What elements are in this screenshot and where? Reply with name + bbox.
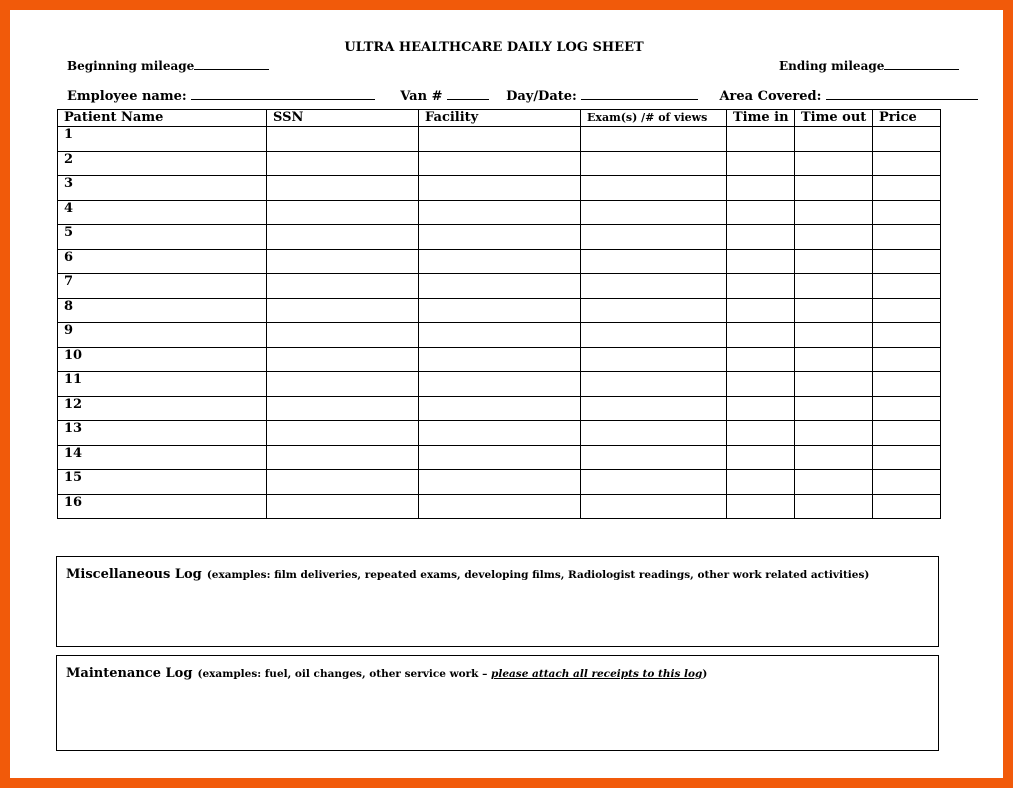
- van-label: Van #: [400, 89, 443, 104]
- maintenance-log-note-prefix: (examples: fuel, oil changes, other service work –: [197, 668, 491, 680]
- beginning-mileage-label: Beginning mileage: [67, 59, 195, 73]
- cell-time-in[interactable]: [727, 151, 795, 176]
- cell-exams[interactable]: [581, 151, 727, 176]
- cell-time-out[interactable]: [795, 347, 873, 372]
- cell-ssn[interactable]: [267, 249, 419, 274]
- column-header-price: Price: [873, 110, 941, 127]
- cell-facility[interactable]: [419, 421, 581, 446]
- table-row: [58, 200, 941, 225]
- cell-time-out[interactable]: [795, 225, 873, 250]
- cell-facility[interactable]: [419, 176, 581, 201]
- cell-time-out[interactable]: [795, 421, 873, 446]
- beginning-mileage-field[interactable]: [67, 57, 269, 73]
- cell-exams[interactable]: [581, 298, 727, 323]
- table-row: [58, 396, 941, 421]
- patient-log-table: [57, 109, 941, 519]
- table-row: [58, 445, 941, 470]
- cell-time-out[interactable]: [795, 274, 873, 299]
- cell-ssn[interactable]: [267, 323, 419, 348]
- cell-time-out[interactable]: [795, 396, 873, 421]
- cell-price[interactable]: [873, 421, 941, 446]
- column-header-ssn: SSN: [267, 110, 419, 127]
- cell-patient-name[interactable]: 16: [58, 494, 267, 519]
- cell-patient-name[interactable]: 12: [58, 396, 267, 421]
- maintenance-log-heading: Maintenance Log: [66, 666, 193, 681]
- cell-ssn[interactable]: [267, 298, 419, 323]
- cell-price[interactable]: [873, 151, 941, 176]
- cell-price[interactable]: [873, 274, 941, 299]
- day-date-label: Day/Date:: [506, 89, 577, 104]
- cell-price[interactable]: [873, 225, 941, 250]
- table-row: [58, 347, 941, 372]
- ending-mileage-line[interactable]: [884, 57, 959, 70]
- cell-patient-name[interactable]: 8: [58, 298, 267, 323]
- cell-facility[interactable]: [419, 347, 581, 372]
- table-row: [58, 298, 941, 323]
- column-header-patient-name: Patient Name: [58, 110, 267, 127]
- cell-time-in[interactable]: [727, 298, 795, 323]
- cell-patient-name[interactable]: 2: [58, 151, 267, 176]
- cell-price[interactable]: [873, 176, 941, 201]
- cell-ssn[interactable]: [267, 151, 419, 176]
- cell-patient-name[interactable]: 11: [58, 372, 267, 397]
- cell-patient-name[interactable]: 3: [58, 176, 267, 201]
- cell-time-in[interactable]: [727, 323, 795, 348]
- cell-price[interactable]: [873, 396, 941, 421]
- cell-time-out[interactable]: [795, 249, 873, 274]
- cell-facility[interactable]: [419, 396, 581, 421]
- cell-time-in[interactable]: [727, 200, 795, 225]
- cell-ssn[interactable]: [267, 347, 419, 372]
- table-row: [58, 470, 941, 495]
- cell-facility[interactable]: [419, 225, 581, 250]
- table-row: [58, 274, 941, 299]
- cell-ssn[interactable]: [267, 396, 419, 421]
- cell-exams[interactable]: [581, 470, 727, 495]
- miscellaneous-log-box[interactable]: [56, 556, 939, 647]
- cell-price[interactable]: [873, 470, 941, 495]
- maintenance-log-note: [198, 668, 708, 680]
- cell-ssn[interactable]: [267, 176, 419, 201]
- cell-exams[interactable]: [581, 274, 727, 299]
- cell-price[interactable]: [873, 347, 941, 372]
- cell-price[interactable]: [873, 127, 941, 152]
- cell-ssn[interactable]: [267, 470, 419, 495]
- cell-ssn[interactable]: [267, 200, 419, 225]
- cell-time-out[interactable]: [795, 127, 873, 152]
- cell-ssn[interactable]: [267, 225, 419, 250]
- cell-facility[interactable]: [419, 298, 581, 323]
- ending-mileage-field[interactable]: [779, 57, 959, 73]
- cell-patient-name[interactable]: 10: [58, 347, 267, 372]
- table-row: [58, 323, 941, 348]
- cell-ssn[interactable]: [267, 372, 419, 397]
- cell-price[interactable]: [873, 494, 941, 519]
- cell-patient-name[interactable]: 4: [58, 200, 267, 225]
- cell-time-in[interactable]: [727, 372, 795, 397]
- employee-name-label: Employee name:: [67, 89, 187, 104]
- area-covered-label: Area Covered:: [719, 89, 822, 104]
- maintenance-log-note-emphasis: please attach all receipts to this log: [490, 668, 703, 680]
- cell-patient-name[interactable]: 5: [58, 225, 267, 250]
- cell-time-out[interactable]: [795, 323, 873, 348]
- cell-time-in[interactable]: [727, 127, 795, 152]
- cell-exams[interactable]: [581, 347, 727, 372]
- maintenance-log-note-suffix: ): [702, 668, 708, 680]
- cell-exams[interactable]: [581, 421, 727, 446]
- miscellaneous-log-note: (examples: film deliveries, repeated exams, developing films, Radiologist readings, other work related activities): [206, 569, 870, 581]
- table-row: [58, 225, 941, 250]
- cell-time-out[interactable]: [795, 494, 873, 519]
- column-header-time-in: Time in: [727, 110, 795, 127]
- day-date-line[interactable]: [581, 87, 698, 100]
- cell-time-in[interactable]: [727, 274, 795, 299]
- table-row: [58, 494, 941, 519]
- cell-exams[interactable]: [581, 494, 727, 519]
- column-header-exams: Exam(s) /# of views: [581, 110, 727, 127]
- maintenance-log-box[interactable]: [56, 655, 939, 751]
- cell-time-in[interactable]: [727, 396, 795, 421]
- cell-facility[interactable]: [419, 127, 581, 152]
- cell-exams[interactable]: [581, 445, 727, 470]
- cell-facility[interactable]: [419, 470, 581, 495]
- cell-time-in[interactable]: [727, 494, 795, 519]
- employee-name-line[interactable]: [191, 87, 375, 100]
- cell-time-out[interactable]: [795, 470, 873, 495]
- cell-patient-name[interactable]: 15: [58, 470, 267, 495]
- cell-facility[interactable]: [419, 274, 581, 299]
- cell-facility[interactable]: [419, 445, 581, 470]
- cell-exams[interactable]: [581, 225, 727, 250]
- cell-patient-name[interactable]: 1: [58, 127, 267, 152]
- cell-exams[interactable]: [581, 396, 727, 421]
- van-line[interactable]: [447, 87, 489, 100]
- table-row: [58, 127, 941, 152]
- column-header-facility: Facility: [419, 110, 581, 127]
- table-header-row: [58, 110, 941, 127]
- cell-exams[interactable]: [581, 176, 727, 201]
- cell-price[interactable]: [873, 200, 941, 225]
- cell-ssn[interactable]: [267, 494, 419, 519]
- cell-price[interactable]: [873, 298, 941, 323]
- header-info-row: [67, 87, 978, 104]
- cell-time-in[interactable]: [727, 225, 795, 250]
- cell-price[interactable]: [873, 323, 941, 348]
- cell-time-in[interactable]: [727, 347, 795, 372]
- cell-facility[interactable]: [419, 249, 581, 274]
- cell-exams[interactable]: [581, 249, 727, 274]
- miscellaneous-log-heading: Miscellaneous Log: [66, 567, 202, 582]
- cell-time-out[interactable]: [795, 372, 873, 397]
- cell-time-out[interactable]: [795, 445, 873, 470]
- cell-patient-name[interactable]: 13: [58, 421, 267, 446]
- ending-mileage-label: Ending mileage: [779, 59, 885, 73]
- cell-facility[interactable]: [419, 372, 581, 397]
- area-covered-line[interactable]: [826, 87, 978, 100]
- cell-time-out[interactable]: [795, 298, 873, 323]
- cell-time-in[interactable]: [727, 421, 795, 446]
- cell-time-in[interactable]: [727, 470, 795, 495]
- table-row: [58, 421, 941, 446]
- table-row: [58, 176, 941, 201]
- cell-ssn[interactable]: [267, 445, 419, 470]
- cell-patient-name[interactable]: 7: [58, 274, 267, 299]
- cell-price[interactable]: [873, 445, 941, 470]
- cell-patient-name[interactable]: 9: [58, 323, 267, 348]
- cell-facility[interactable]: [419, 151, 581, 176]
- cell-time-in[interactable]: [727, 249, 795, 274]
- cell-time-out[interactable]: [795, 151, 873, 176]
- table-row: [58, 372, 941, 397]
- table-row: [58, 151, 941, 176]
- cell-time-in[interactable]: [727, 176, 795, 201]
- cell-patient-name[interactable]: 14: [58, 445, 267, 470]
- cell-patient-name[interactable]: 6: [58, 249, 267, 274]
- cell-ssn[interactable]: [267, 421, 419, 446]
- cell-facility[interactable]: [419, 200, 581, 225]
- cell-exams[interactable]: [581, 127, 727, 152]
- cell-time-out[interactable]: [795, 176, 873, 201]
- table-row: [58, 249, 941, 274]
- cell-facility[interactable]: [419, 494, 581, 519]
- column-header-time-out: Time out: [795, 110, 873, 127]
- beginning-mileage-line[interactable]: [194, 57, 269, 70]
- cell-facility[interactable]: [419, 323, 581, 348]
- cell-exams[interactable]: [581, 372, 727, 397]
- page-title: ULTRA HEALTHCARE DAILY LOG SHEET: [344, 40, 644, 55]
- cell-ssn[interactable]: [267, 274, 419, 299]
- cell-time-out[interactable]: [795, 200, 873, 225]
- cell-exams[interactable]: [581, 200, 727, 225]
- cell-ssn[interactable]: [267, 127, 419, 152]
- cell-exams[interactable]: [581, 323, 727, 348]
- cell-price[interactable]: [873, 372, 941, 397]
- cell-price[interactable]: [873, 249, 941, 274]
- cell-time-in[interactable]: [727, 445, 795, 470]
